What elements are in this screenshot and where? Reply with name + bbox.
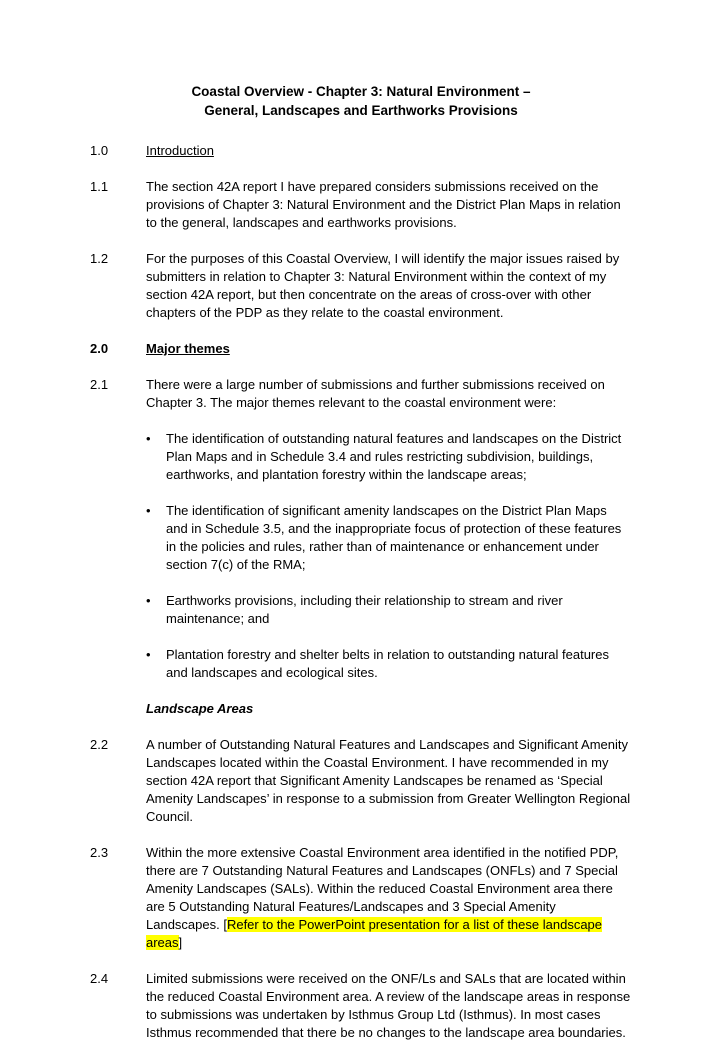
section-number: 1.0 [90,143,109,158]
paragraph-text: Within the more extensive Coastal Environment area identified in the notified PDP, there are 7 Outstanding Natural Features and Landscapes (ONFLs) and 7 Special Amenity Landscapes (SALs). Within the reduced Coastal Environment area there are 5 Outstanding Natural Features/Landscapes and 3 Special Amenity Landscapes. [ [146,845,619,932]
paragraph-number: 1.1 [90,179,109,194]
bullet-icon: • [146,593,151,608]
paragraph-2-3 [90,844,632,952]
bullet-icon: • [146,503,151,518]
paragraph-number: 2.4 [90,971,109,986]
section-number: 2.0 [90,341,109,356]
paragraph-text: For the purposes of this Coastal Overview, I will identify the major issues raised by submitters in relation to Chapter 3: Natural Environment within the context of my section 42A report, but then concentrate on the areas of cross-over with other chapters of the PDP as they relate to the coastal environment. [146,251,620,320]
paragraph-2-1 [90,376,632,412]
paragraph-number: 1.2 [90,251,109,266]
paragraph-text: Limited submissions were received on the ONF/Ls and SALs that are located within the reduced Coastal Environment area. A review of the landscape areas in response to submissions was undertaken by Isthmus Group Ltd (Isthmus). In most cases Isthmus recommended that there be no changes to the landscape area boundaries. [146,971,631,1040]
section-heading-major-themes: Major themes [146,341,230,356]
list-item [146,646,632,682]
section-heading-introduction: Introduction [146,143,214,158]
list-item-text: Earthworks provisions, including their relationship to stream and river maintenance; and [166,593,563,626]
bullet-icon: • [146,431,151,446]
list-item [146,592,632,628]
paragraph-1-1 [90,178,632,232]
section-2-0 [90,340,632,358]
paragraph-text: A number of Outstanding Natural Features and Landscapes and Significant Amenity Landscapes located within the Coastal Environment. I have recommended in my section 42A report that Significant Amenity Landscapes be renamed as ‘Special Amenity Landscapes’ in response to a submission from Greater Wellington Regional Council. [146,737,631,824]
list-item-text: The identification of significant amenity landscapes on the District Plan Maps and in Schedule 3.5, and the inappropriate focus of protection of these features in the policies and rules, rather than of maintenance or enhancement under section 7(c) of the RMA; [166,503,622,572]
list-item [146,502,632,574]
list-item-text: Plantation forestry and shelter belts in relation to outstanding natural features and landscapes and ecological sites. [166,647,609,680]
themes-bullet-list [146,430,632,682]
paragraph-text-container [146,844,632,952]
subheading-landscape-areas: Landscape Areas [146,701,254,716]
paragraph-text: The section 42A report I have prepared considers submissions received on the provisions of Chapter 3: Natural Environment and the District Plan Maps in relation to the general, landscapes and earthworks provisions. [146,179,621,230]
paragraph-2-2 [90,736,632,826]
highlighted-note: Refer to the PowerPoint presentation for a list of these landscape areas [146,917,603,950]
list-item [146,430,632,484]
paragraph-text-end: ] [178,935,183,950]
paragraph-number: 2.2 [90,737,109,752]
list-item-text: The identification of outstanding natural features and landscapes on the District Plan Maps and in Schedule 3.4 and rules restricting subdivision, buildings, earthworks, and plantation forestry within the landscape areas; [166,431,622,482]
title-line-1: Coastal Overview - Chapter 3: Natural Environment – [191,84,531,99]
section-1-0 [90,142,632,160]
paragraph-number: 2.3 [90,845,109,860]
paragraph-text: There were a large number of submissions and further submissions received on Chapter 3. The major themes relevant to the coastal environment were: [146,377,605,410]
bullet-icon: • [146,647,151,662]
title-line-2: General, Landscapes and Earthworks Provisions [204,103,518,118]
paragraph-number: 2.1 [90,377,109,392]
document-title [90,82,632,120]
paragraph-2-4 [90,970,632,1042]
paragraph-1-2 [90,250,632,322]
